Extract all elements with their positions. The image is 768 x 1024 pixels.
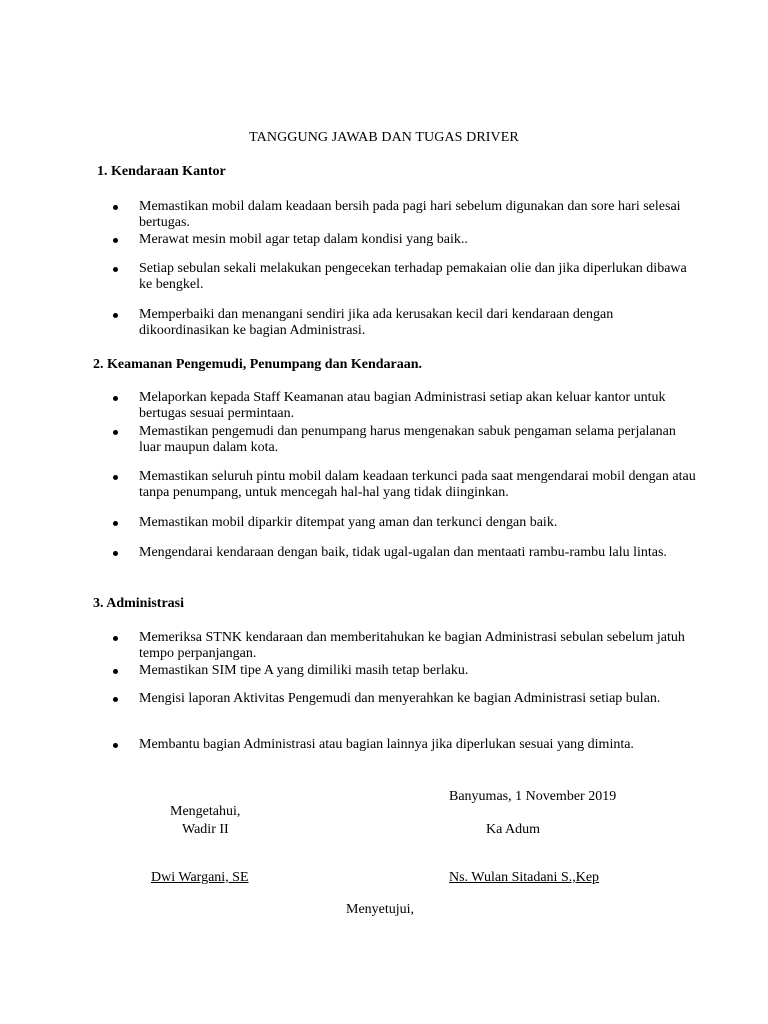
bullet-icon — [113, 691, 121, 699]
right-signer-name: Ns. Wulan Sitadani S.,Kep — [449, 870, 600, 885]
list-item: Membantu bagian Administrasi atau bagian lainnya jika diperlukan sesuai yang diminta. — [139, 737, 634, 752]
bullet-icon — [113, 545, 121, 553]
section-heading: 3. Administrasi — [93, 596, 185, 611]
list-item: Mengendarai kendaraan dengan baik, tidak ugal-ugalan dan mentaati rambu-rambu lalu lintas. — [139, 545, 667, 560]
list-item: Memastikan mobil diparkir ditempat yang aman dan terkunci dengan baik. — [139, 515, 558, 530]
section-heading: 2. Keamanan Pengemudi, Penumpang dan Kendaraan. — [93, 357, 423, 372]
list-item: Melaporkan kepada Staff Keamanan atau bagian Administrasi setiap akan keluar kantor untuk bertugas sesuai permintaan. — [139, 390, 666, 421]
bullet-icon — [113, 630, 121, 638]
list-item: Memeriksa STNK kendaraan dan memberitahukan ke bagian Administrasi sebulan sebelum jatuh tempo perpanjangan. — [139, 630, 685, 661]
bullet-icon — [113, 663, 121, 671]
section-heading: 1. Kendaraan Kantor — [97, 164, 226, 179]
bullet-icon — [113, 390, 121, 398]
list-item: Memastikan pengemudi dan penumpang harus mengenakan sabuk pengaman selama perjalanan luar maupun dalam kota. — [139, 424, 676, 455]
list-item: Memastikan SIM tipe A yang dimiliki masih tetap berlaku. — [139, 663, 469, 678]
bullet-icon — [113, 515, 121, 523]
left-signer-role: Wadir II — [182, 822, 229, 837]
bullet-icon — [113, 199, 121, 207]
list-item: Mengisi laporan Aktivitas Pengemudi dan menyerahkan ke bagian Administrasi setiap bulan. — [139, 691, 661, 706]
list-item: Merawat mesin mobil agar tetap dalam kondisi yang baik.. — [139, 232, 468, 247]
left-signer-name: Dwi Wargani, SE — [151, 870, 249, 885]
approval-label: Menyetujui, — [346, 902, 415, 917]
right-signer-role: Ka Adum — [486, 822, 541, 837]
bullet-icon — [113, 232, 121, 240]
acknowledged-label: Mengetahui, — [170, 804, 241, 819]
bullet-icon — [113, 307, 121, 315]
list-item: Memastikan mobil dalam keadaan bersih pada pagi hari sebelum digunakan dan sore hari selesai bertugas. — [139, 199, 681, 230]
bullet-icon — [113, 469, 121, 477]
document-title: TANGGUNG JAWAB DAN TUGAS DRIVER — [249, 130, 519, 145]
list-item: Setiap sebulan sekali melakukan pengecekan terhadap pemakaian olie dan jika diperlukan dibawa ke bengkel. — [139, 261, 687, 292]
bullet-icon — [113, 424, 121, 432]
bullet-icon — [113, 737, 121, 745]
place-date: Banyumas, 1 November 2019 — [449, 789, 617, 804]
list-item: Memastikan seluruh pintu mobil dalam keadaan terkunci pada saat mengendarai mobil dengan atau tanpa penumpang, untuk mencegah hal-hal yang tidak diinginkan. — [139, 469, 696, 500]
list-item: Memperbaiki dan menangani sendiri jika ada kerusakan kecil dari kendaraan dengan dikoordinasikan ke bagian Administrasi. — [139, 307, 614, 338]
bullet-icon — [113, 261, 121, 269]
